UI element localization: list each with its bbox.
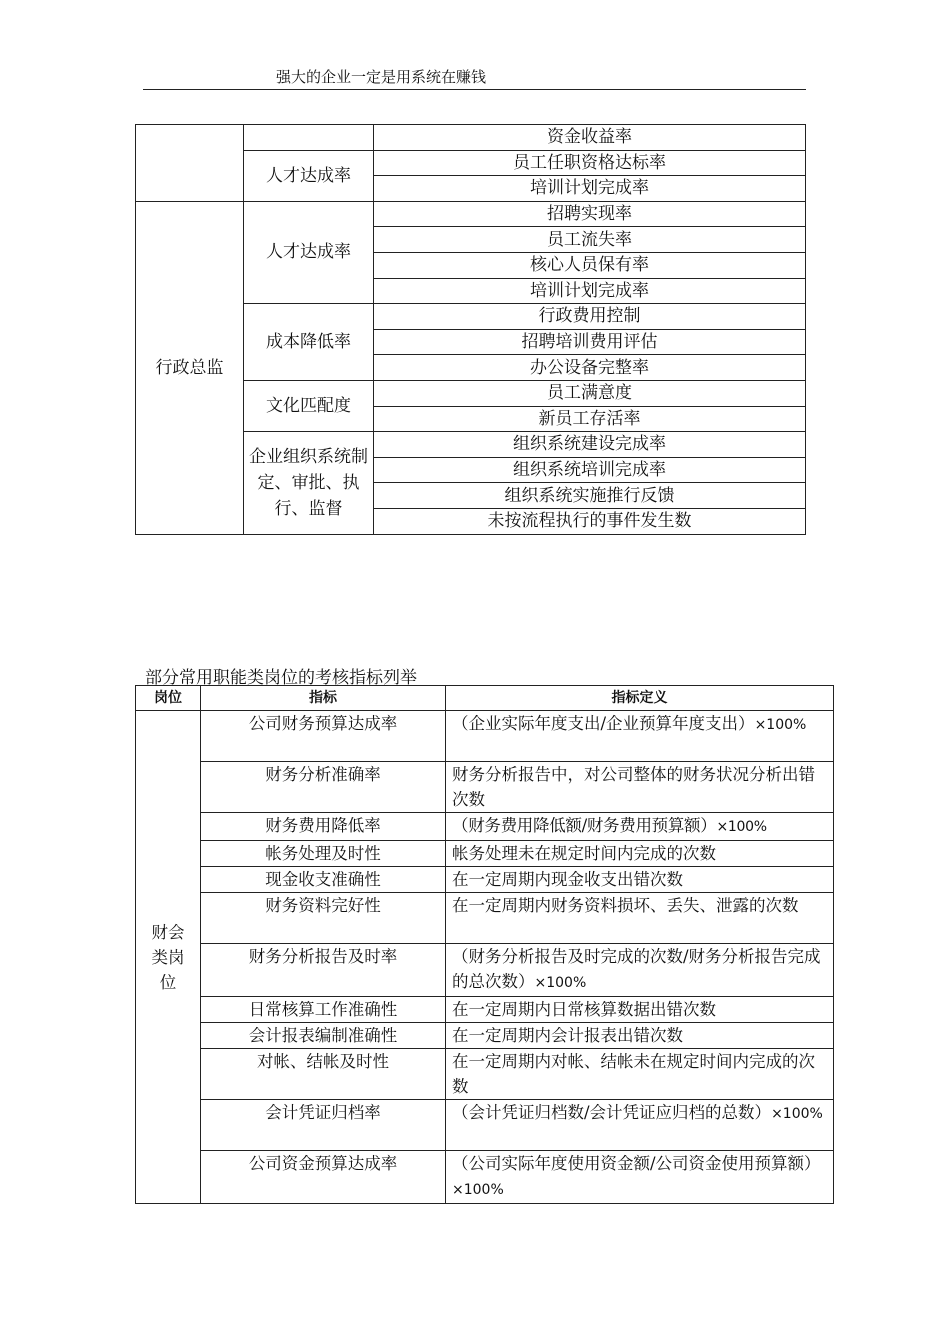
table-row <box>136 893 834 944</box>
indicator-cell: 会计凭证归档率 <box>201 1100 446 1151</box>
indicator-cell: 日常核算工作准确性 <box>201 997 446 1023</box>
indicator-cell: 对帐、结帐及时性 <box>201 1049 446 1100</box>
definition-cell: 帐务处理未在规定时间内完成的次数 <box>446 841 834 867</box>
item-cell: 员工满意度 <box>374 380 806 406</box>
indicator-cell: 现金收支准确性 <box>201 867 446 893</box>
indicator-cell: 财务分析报告及时率 <box>201 944 446 997</box>
item-cell: 组织系统建设完成率 <box>374 432 806 458</box>
table-row <box>136 762 834 813</box>
definition-cell: 在一定周期内财务资料损坏、丢失、泄露的次数 <box>446 893 834 944</box>
table-row <box>136 944 834 997</box>
item-cell: 新员工存活率 <box>374 406 806 432</box>
indicator-cell: 公司财务预算达成率 <box>201 711 446 762</box>
indicator-cell: 会计报表编制准确性 <box>201 1023 446 1049</box>
table-header-row <box>136 686 834 711</box>
table-row <box>136 997 834 1023</box>
item-cell: 招聘实现率 <box>374 201 806 227</box>
table-row <box>136 813 834 841</box>
definition-cell: （公司实际年度使用资金额/公司资金使用预算额）×100% <box>446 1151 834 1204</box>
definition-cell: （财务费用降低额/财务费用预算额）×100% <box>446 813 834 841</box>
percent-suffix: ×100% <box>716 819 767 835</box>
dimension-cell-blank <box>244 125 374 151</box>
header-title: 强大的企业一定是用系统在赚钱 <box>276 68 487 86</box>
table-row <box>136 1100 834 1151</box>
table-row <box>136 1049 834 1100</box>
dimension-cell: 成本降低率 <box>244 304 374 381</box>
item-cell: 组织系统实施推行反馈 <box>374 483 806 509</box>
role-cell-continued <box>136 125 244 202</box>
dimension-cell: 文化匹配度 <box>244 380 374 431</box>
table-row <box>136 201 806 227</box>
item-cell: 资金收益率 <box>374 125 806 151</box>
kpi-table-finance <box>135 685 834 1204</box>
item-cell: 培训计划完成率 <box>374 176 806 202</box>
header-rule <box>143 89 806 90</box>
definition-cell: （会计凭证归档数/会计凭证应归档的总数）×100% <box>446 1100 834 1151</box>
column-header-post: 岗位 <box>136 686 201 711</box>
table-row <box>136 1023 834 1049</box>
item-cell: 行政费用控制 <box>374 304 806 330</box>
definition-cell: 在一定周期内日常核算数据出错次数 <box>446 997 834 1023</box>
item-cell: 员工流失率 <box>374 227 806 253</box>
post-cell <box>136 711 201 1204</box>
table-row <box>136 867 834 893</box>
item-cell: 员工任职资格达标率 <box>374 150 806 176</box>
definition-cell: 财务分析报告中，对公司整体的财务状况分析出错次数 <box>446 762 834 813</box>
kpi-table-admin <box>135 124 806 535</box>
table-row <box>136 1151 834 1204</box>
role-cell: 行政总监 <box>136 201 244 534</box>
definition-cell: 在一定周期内现金收支出错次数 <box>446 867 834 893</box>
table-row <box>136 125 806 151</box>
indicator-cell: 财务分析准确率 <box>201 762 446 813</box>
item-cell: 核心人员保有率 <box>374 252 806 278</box>
table-row <box>136 841 834 867</box>
indicator-cell: 财务资料完好性 <box>201 893 446 944</box>
item-cell: 办公设备完整率 <box>374 355 806 381</box>
dimension-cell: 人才达成率 <box>244 150 374 201</box>
dimension-cell: 人才达成率 <box>244 201 374 303</box>
post-label: 财会类岗位 <box>151 922 185 992</box>
indicator-cell: 财务费用降低率 <box>201 813 446 841</box>
definition-cell: 在一定周期内会计报表出错次数 <box>446 1023 834 1049</box>
percent-suffix: ×100% <box>452 1182 504 1198</box>
table-row <box>136 711 834 762</box>
indicator-cell: 帐务处理及时性 <box>201 841 446 867</box>
definition-cell: （企业实际年度支出/企业预算年度支出）×100% <box>446 711 834 762</box>
table-caption: 部分常用职能类岗位的考核指标列举 <box>145 668 417 688</box>
percent-suffix: ×100% <box>771 1106 823 1122</box>
percent-suffix: ×100% <box>754 717 807 733</box>
dimension-cell: 企业组织系统制定、审批、执行、监督 <box>244 432 374 534</box>
definition-cell: 在一定周期内对帐、结帐未在规定时间内完成的次数 <box>446 1049 834 1100</box>
item-cell: 组织系统培训完成率 <box>374 457 806 483</box>
item-cell: 未按流程执行的事件发生数 <box>374 508 806 534</box>
indicator-cell: 公司资金预算达成率 <box>201 1151 446 1204</box>
column-header-definition: 指标定义 <box>446 686 834 711</box>
column-header-indicator: 指标 <box>201 686 446 711</box>
item-cell: 招聘培训费用评估 <box>374 329 806 355</box>
item-cell: 培训计划完成率 <box>374 278 806 304</box>
percent-suffix: ×100% <box>534 975 587 991</box>
definition-cell: （财务分析报告及时完成的次数/财务分析报告完成的总次数）×100% <box>446 944 834 997</box>
